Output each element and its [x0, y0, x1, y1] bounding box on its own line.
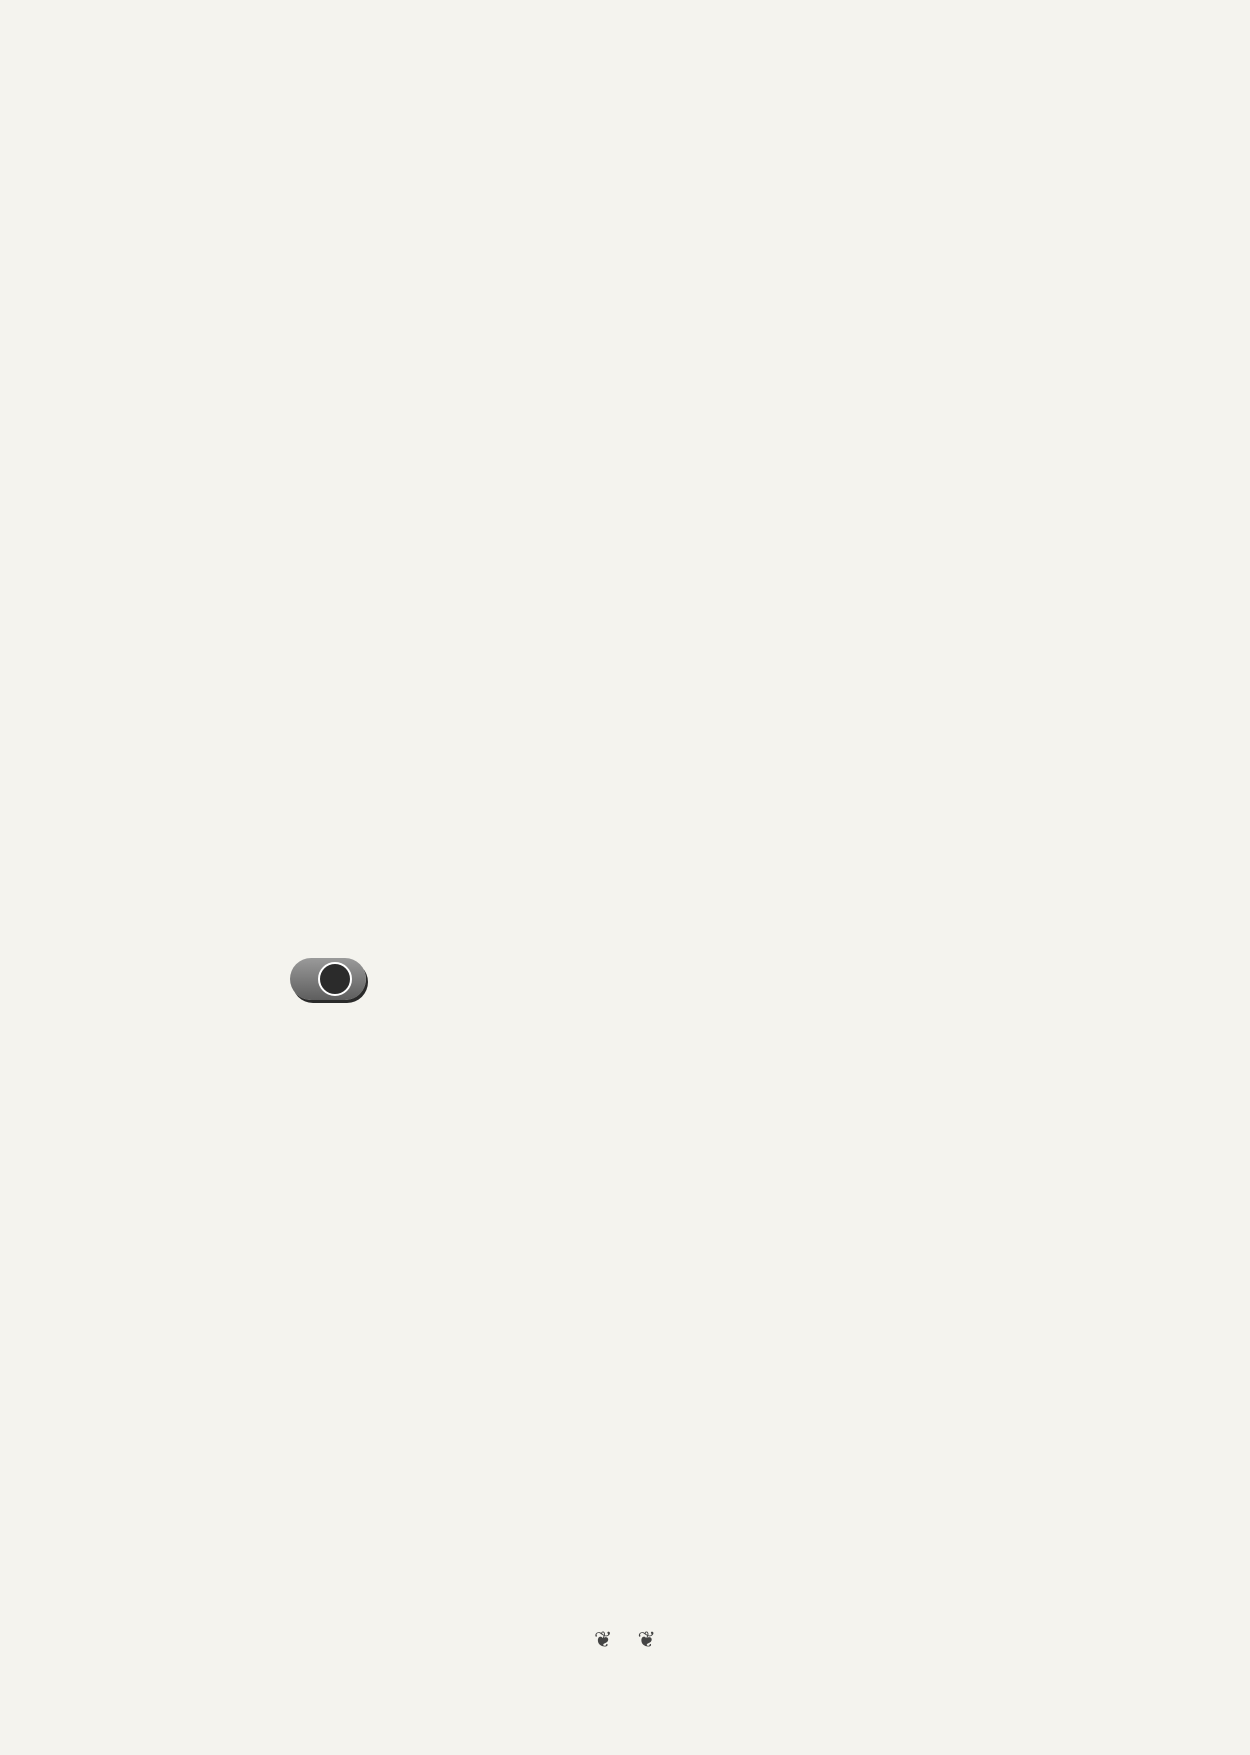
module-badge — [290, 958, 366, 1000]
module-badge-number — [318, 962, 352, 996]
leaf-icon: ❦ — [637, 1628, 656, 1653]
part-two-module-header — [290, 958, 396, 1000]
leaf-icon: ❦ — [594, 1628, 613, 1653]
page-footer — [0, 1624, 1250, 1654]
